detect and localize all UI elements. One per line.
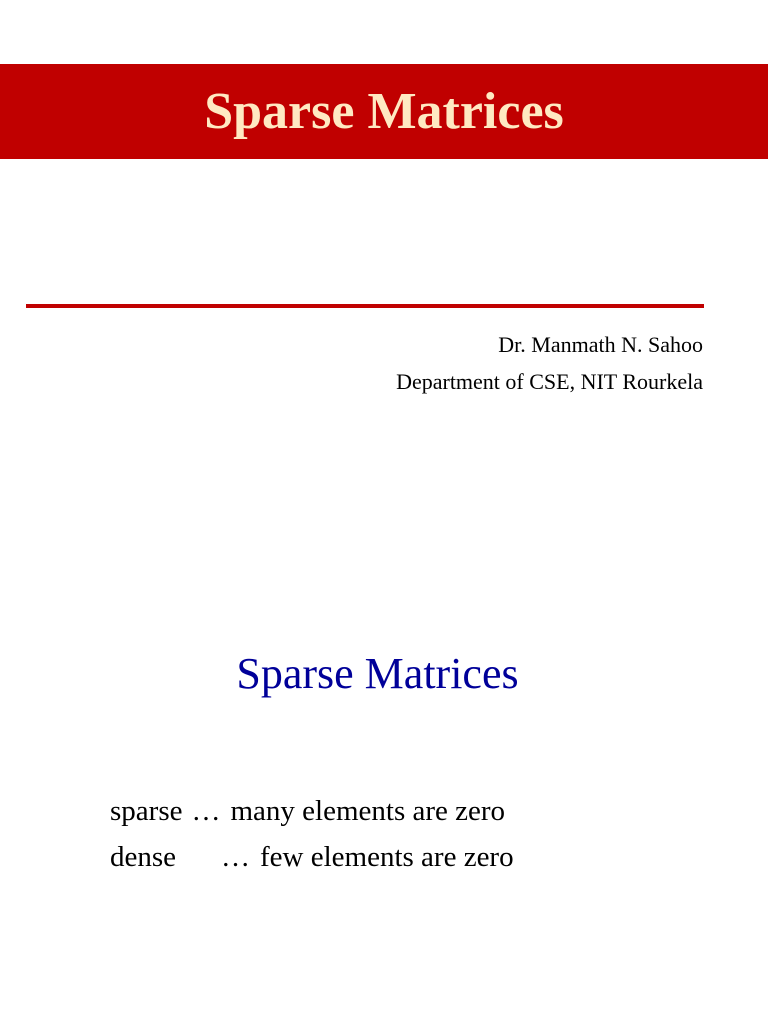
definition-separator: …	[191, 795, 221, 827]
definition-dense	[110, 834, 514, 880]
definition-description: many elements are zero	[230, 795, 506, 827]
definition-term: dense	[110, 841, 177, 873]
author-block	[396, 326, 703, 400]
author-affiliation: Department of CSE, NIT Rourkela	[396, 369, 703, 394]
document-title: Sparse Matrices	[204, 82, 564, 140]
title-banner	[0, 64, 768, 159]
definition-description: few elements are zero	[260, 841, 514, 873]
definition-separator: …	[221, 841, 250, 873]
slide-heading: Sparse Matrices	[236, 649, 519, 698]
title-divider	[26, 304, 704, 308]
author-name: Dr. Manmath N. Sahoo	[498, 332, 703, 357]
definition-list	[110, 788, 514, 880]
definition-term: sparse	[110, 795, 183, 827]
definition-sparse	[110, 788, 514, 834]
